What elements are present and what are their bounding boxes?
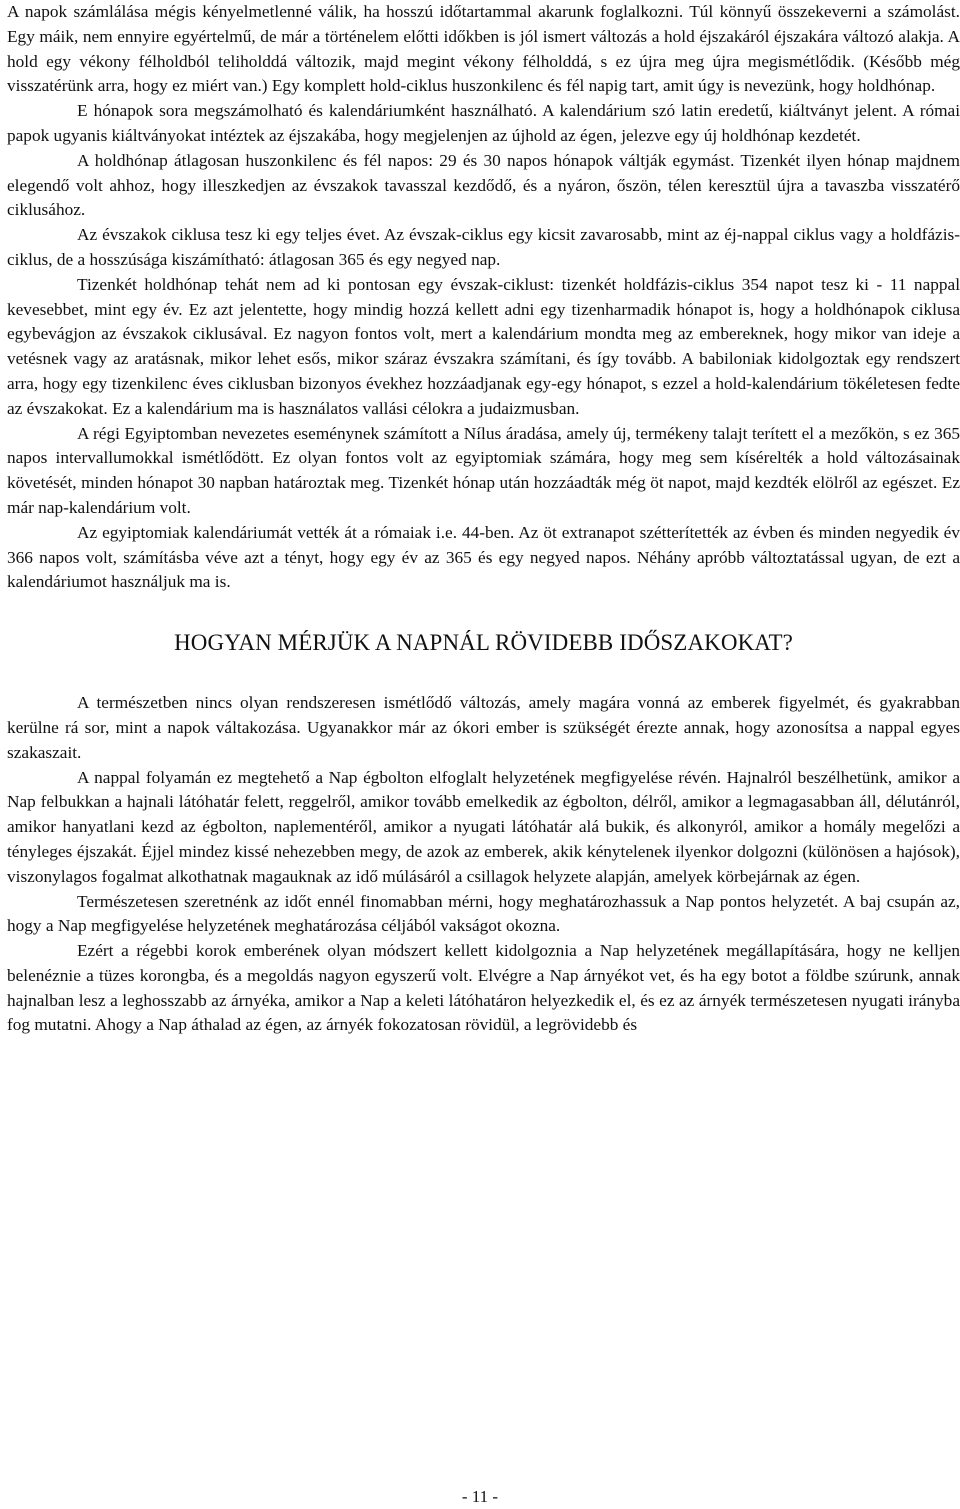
paragraph: Az évszakok ciklusa tesz ki egy teljes évet. Az évszak-ciklus egy kicsit zavarosabb, mint az éj-nappal ciklus vagy a holdfázis-ciklus, de a hosszúsága kiszámítható: átlagosan 365 és egy negyed nap. (7, 225, 960, 269)
page-number: - 11 - (461, 1487, 499, 1506)
paragraph: Az egyiptomiak kalendáriumát vették át a rómaiak i.e. 44-ben. Az öt extranapot szétterítették az évben és minden negyedik év 366 napos volt, számításba véve azt a tényt, hogy egy év az 365 és egy negyed napos. Néhány apróbb változtatással ugyan, de ezt a kalendáriumot használjuk ma is. (7, 522, 960, 592)
paragraph: A holdhónap átlagosan huszonkilenc és fél napos: 29 és 30 napos hónapok váltják egymást. Tizenkét ilyen hónap majdnem elegendő volt ahhoz, hogy illeszkedjen az évszakok tavasszal kezdődő, és a nyáron, őszön, télen keresztül újra a tavaszba visszatérő ciklusához. (7, 150, 960, 220)
paragraph: A természetben nincs olyan rendszeresen ismétlődő változás, amely magára vonná az emberek figyelmét, és gyakrabban kerülne rá sor, mint a napok váltakozása. Ugyanakkor már az ókori ember is szükségét érezte annak, hogy azonosítsa a nappal egyes szakaszait. (7, 693, 960, 762)
paragraph: Természetesen szeretnénk az időt ennél finomabban mérni, hogy meghatározhassuk a Nap pontos helyzetét. A baj csupán az, hogy a Nap megfigyelése helyzetének meghatározása céljából vakságot okozna. (7, 891, 960, 936)
paragraph: E hónapok sora megszámolható és kalendáriumként használható. A kalendárium szó latin eredetű, kiáltványt jelent. A római papok ugyanis kiáltványokat intéztek az éjszakába, hogy megjelenjen az újhold az égen, jelezve egy új holdhónap kezdetét. (7, 101, 960, 145)
paragraph: A nappal folyamán ez megtehető a Nap égbolton elfoglalt helyzetének megfigyelése révén. Hajnalról beszélhetünk, amikor a Nap felbukkan a hajnali látóhatár felett, reggelről, amikor tovább emelkedik az égbolton, délről, amikor a legmagasabban áll, délutánról, amikor hanyatlani kezd az égbolton, naplementéről, amikor a nyugati látóhatár alá bukik, és alkonyról, amikor a homály megelőzi a tényleges éjszakát. Éjjel mindez kissé nehezebben megy, de azok az emberek, akik kénytelenek ilyenkor dolgozni (különösen a hajósok), viszonylagos fogalmat alkothatnak magauknak az idő múlásáról a csillagok helyzete alapján, amelyek körbejárnak az égen. (7, 767, 960, 886)
section-heading: HOGYAN MÉRJÜK A NAPNÁL RÖVIDEBB IDŐSZAKOKAT? (174, 630, 793, 656)
paragraph: Tizenkét holdhónap tehát nem ad ki pontosan egy évszak-ciklust: tizenkét holdfázis-ciklus 354 napot tesz ki - 11 nappal kevesebbet, mint egy év. Ez azt jelentette, hogy mindig hozzá kellett adni egy tizenharmadik hónapot is, hogy a holdhónapok ciklusa egybevágjon az évszakok ciklusával. Ez nagyon fontos volt, mert a kalendárium mondta meg az embereknek, hogy mikor van ideje a vetésnek vagy az aratásnak, mikor lehet esős, mikor száraz évszakra számítani, és így tovább. A babiloniak kidolgoztak egy rendszert arra, hogy egy tizenkilenc éves ciklusban bizonyos évekhez hozzáadjanak egy-egy hónapot, s ezzel a hold-kalendárium tökéletesen fedte az évszakokat. Ez a kalendárium ma is használatos vallási célokra a judaizmusban. (7, 274, 960, 418)
paragraph: Ezért a régebbi korok emberének olyan módszert kellett kidolgoznia a Nap helyzetének megállapítására, hogy ne kelljen belenéznie a tüzes korongba, és a megoldás nagyon egyszerű volt. Elvégre a Nap árnyékot vet, és ha egy botot a földbe szúrunk, annak hajnalban lesz a leghosszabb az árnyéka, amikor a Nap a keleti látóhatáron helyezkedik el, és ez az árnyék természetesen nyugati irányba fog mutatni. Ahogy a Nap áthalad az égen, az árnyék fokozatosan rövidül, a legrövidebb és (7, 941, 960, 1035)
paragraph: A napok számlálása mégis kényelmetlenné válik, ha hosszú időtartammal akarunk foglalkozni. Túl könnyű összekeverni a számolást. Egy máik, nem ennyire egyértelmű, de már a történelem előtti időkben is jól ismert változás a hold éjszakáról éjszakára változó alakja. A hold egy vékony félholdból teliholddá változik, majd megint vékony félholddá, s ez újra meg újra megismétlődik. (Később még visszatérünk arra, hogy ez miért van.) Egy komplett hold-ciklus huszonkilenc és fél napig tart, amit úgy is nevezünk, hogy holdhónap. (7, 2, 960, 96)
document-page (7, 0, 960, 1038)
paragraph: A régi Egyiptomban nevezetes eseménynek számított a Nílus áradása, amely új, termékeny talajt terített el a mezőkön, s ez 365 napos intervallumokkal ismétlődött. Ez olyan fontos volt az egyiptomiak számára, hogy meg sem kísérelték a hold változásainak követését, minden hónapot 30 napban határoztak meg. Tizenkét hónap után hozzáadták még öt napot, majd kezdték elölről az egészet. Ez már nap-kalendárium volt. (7, 423, 960, 517)
